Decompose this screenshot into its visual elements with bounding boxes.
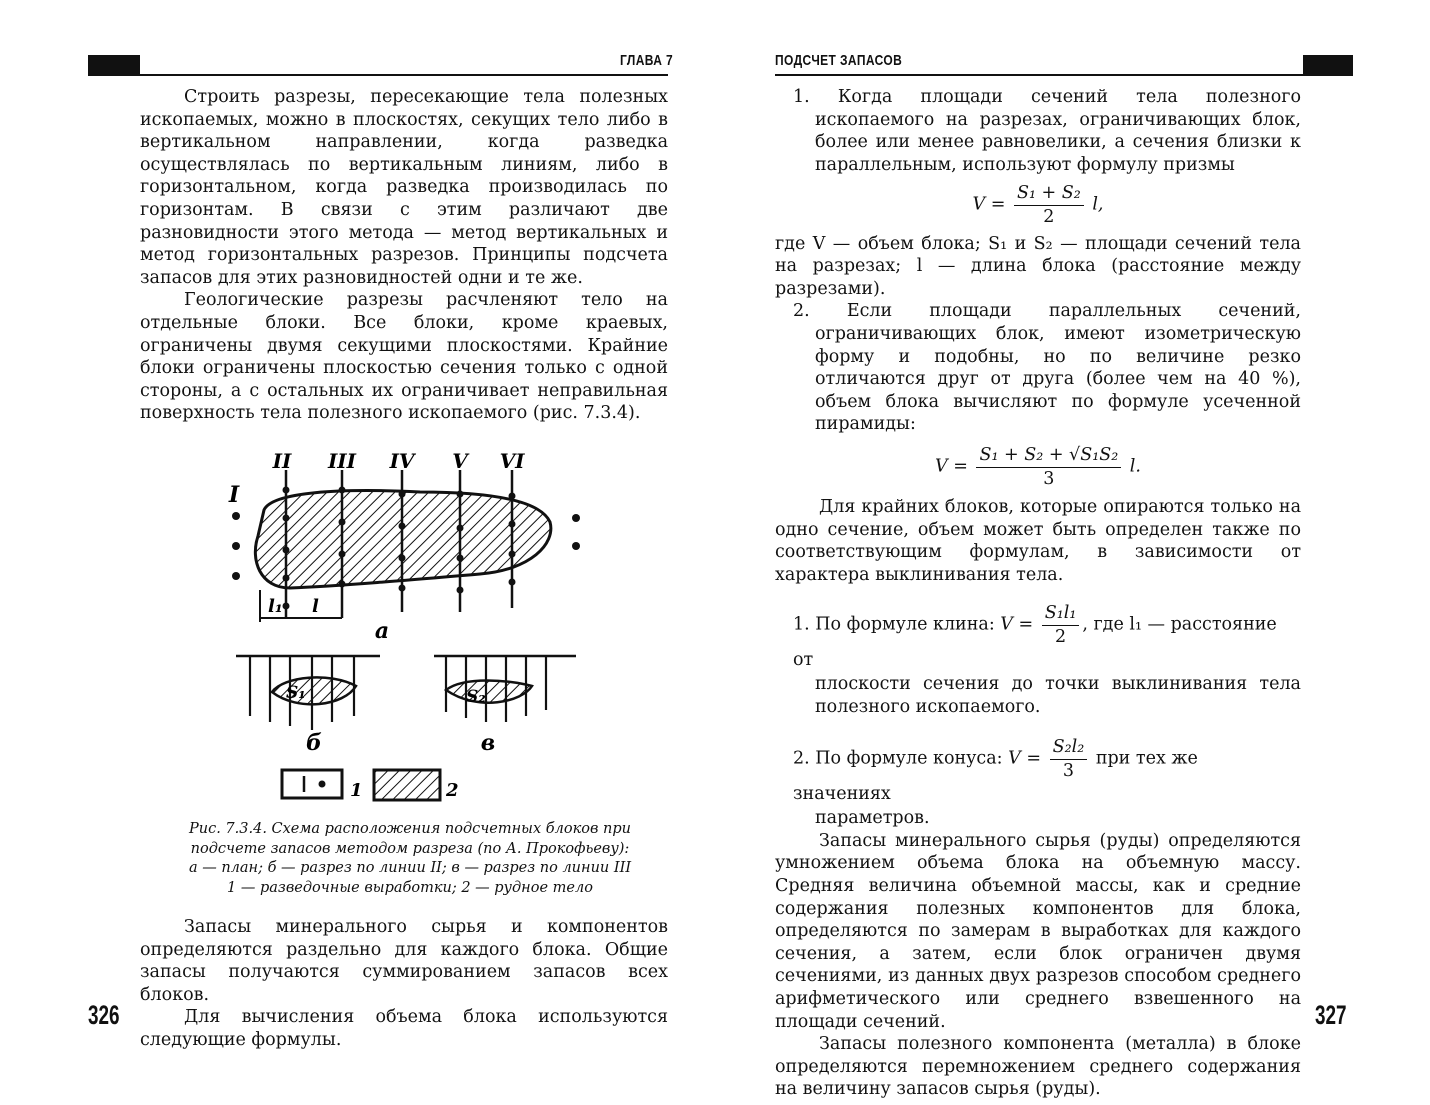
- wedge-prefix: 1. По формуле клина:: [793, 615, 995, 636]
- header-bar: [88, 55, 140, 75]
- fraction-denominator: 3: [1062, 761, 1074, 782]
- page-number-left: 326: [88, 1000, 120, 1030]
- cone-prefix: 2. По формуле конуса:: [793, 749, 1003, 770]
- page-number-right: 327: [1315, 1000, 1347, 1030]
- list-number: 1.: [793, 87, 810, 107]
- fraction: [1042, 602, 1080, 648]
- fraction-numerator: S₁l₁: [1042, 602, 1080, 626]
- paragraph: Для крайних блоков, которые опираются только на одно сечение, объем может быть определен также по соответствующим формулам, в зависимости от характера выклинивания тела.: [775, 497, 1301, 585]
- fraction-numerator: S₂l₂: [1050, 736, 1088, 760]
- label-s1: S₁: [286, 683, 306, 703]
- paragraph: Запасы минерального сырья (руды) определяются умножением объема блока на объемную массу. Средняя величина объемной массы, как и средние содержания полезных компонентов для блока, определяются по замерам в выработках для каждого сечения, а затем, если блок ограничен двумя сечениями, из данных двух разрезов способом среднего арифметического или среднего взвешенного на площади сечений.: [775, 830, 1301, 1032]
- paragraph: Геологические разрезы расчленяют тело на отдельные блоки. Все блоки, кроме краевых, ограничены двумя секущими плоскостями. Крайние блоки ограничены плоскостью сечения только с одной стороны, а с остальных их ограничивает неправильная поверхность тела полезного ископаемого (рис. 7.3.4).: [140, 290, 668, 424]
- caption-line: подсчете запасов методом разреза (по А. Прокофьеву):: [190, 840, 630, 857]
- list-item-1: [775, 86, 1301, 176]
- paragraph: Для вычисления объема блока используются следующие формулы.: [140, 1007, 668, 1050]
- formula-tail: l,: [1092, 194, 1104, 215]
- formula-prism: [775, 182, 1301, 228]
- right-text: [775, 86, 1301, 1101]
- wedge-formula-item: [775, 602, 1301, 671]
- running-header-right: ПОДСЧЕТ ЗАПАСОВ: [775, 52, 903, 69]
- label-a: а: [374, 618, 390, 644]
- wedge-suffix: , где l₁ — расстояние от: [793, 615, 1277, 670]
- line-label: VI: [499, 449, 525, 473]
- list-number: 2.: [793, 301, 810, 322]
- legend-label-2: 2: [446, 780, 459, 801]
- formula-lhs: V =: [935, 456, 968, 477]
- formula-lhs: V =: [1008, 749, 1042, 770]
- line-label: V: [452, 449, 468, 473]
- header-rule: [775, 74, 1353, 76]
- left-text-bottom: [140, 916, 668, 1052]
- fraction: [1050, 736, 1088, 782]
- label-s2: S₂: [466, 687, 486, 707]
- wedge-continuation: плоскости сечения до точки выклинивания тела полезного ископаемого.: [815, 674, 1301, 717]
- formula-lhs: V =: [1000, 615, 1034, 636]
- running-header-left: ГЛАВА 7: [620, 52, 674, 69]
- row-label: I: [228, 482, 240, 508]
- fraction-numerator: S₁ + S₂ + √S₁S₂: [976, 444, 1121, 468]
- caption-line: а — план; б — разрез по линии II; в — разрез по линии III: [188, 860, 632, 876]
- left-text-top: [140, 86, 668, 425]
- dim-l1: l₁: [268, 596, 283, 617]
- line-label: III: [327, 449, 357, 473]
- figure-caption: [150, 820, 670, 898]
- header-rule: [88, 74, 668, 76]
- cone-suffix: при тех же значениях: [793, 749, 1198, 804]
- formula-tail: l.: [1129, 456, 1141, 477]
- fraction-denominator: 2: [1054, 627, 1067, 648]
- paragraph: Запасы минерального сырья и компонентов определяются раздельно для каждого блока. Общие запасы получаются суммированием запасов всех блоков.: [140, 917, 668, 1005]
- formula-frustum: [775, 444, 1301, 490]
- cone-continuation: параметров.: [815, 808, 930, 829]
- line-label: II: [272, 449, 292, 473]
- fraction-denominator: 3: [1043, 468, 1055, 489]
- fraction: [976, 444, 1121, 490]
- dim-l: l: [312, 596, 319, 617]
- where-paragraph: где V — объем блока; S₁ и S₂ — площади сечений тела на разрезах; l — длина блока (расстояние между разрезами).: [775, 233, 1301, 299]
- fraction-denominator: 2: [1043, 206, 1055, 227]
- legend-label-1: 1: [350, 780, 363, 801]
- line-label: IV: [389, 449, 415, 473]
- paragraph: Запасы полезного компонента (металла) в блоке определяются перемножением среднего содержания на величину запасов сырья (руды).: [775, 1034, 1301, 1100]
- label-b: б: [306, 730, 322, 756]
- right-page: [715, 0, 1430, 1105]
- header-bar: [1303, 55, 1353, 75]
- paragraph: Строить разрезы, пересекающие тела полезных ископаемых, можно в плоскостях, секущих тело либо в вертикальном направлении, когда разведка осуществлялась по вертикальным линиям, либо в горизонтальном, когда разведка производилась по горизонтам. В связи с этим различают две разновидности этого метода — метод вертикальных и метод горизонтальных разрезов. Принципы подсчета запасов для этих разновидностей одни и те же.: [140, 87, 668, 288]
- label-v: в: [480, 730, 496, 756]
- legend-symbol-1: [282, 770, 342, 798]
- cone-formula-item: [775, 736, 1301, 805]
- list-item-2: [775, 300, 1301, 436]
- caption-line: 1 — разведочные выработки; 2 — рудное тело: [227, 879, 593, 896]
- formula-lhs: V =: [972, 194, 1006, 215]
- figure-7-3-4: [220, 440, 600, 810]
- list-text: Если площади параллельных сечений, ограничивающих блок, имеют изометрическую форму и подобны, но по величине резко отличаются друг от друга (более чем на 40 %), объем блока вычисляют по формуле усеченной пирамиды:: [815, 301, 1301, 435]
- legend-symbol-2: [374, 770, 440, 800]
- caption-line: Рис. 7.3.4. Схема расположения подсчетных блоков при: [188, 821, 631, 837]
- fraction-numerator: S₁ + S₂: [1014, 182, 1084, 206]
- list-text: Когда площади сечений тела полезного ископаемого на разрезах, ограничивающих блок, более или менее равновелики, а сечения близки к параллельным, используют формулу призмы: [815, 87, 1301, 175]
- fraction: [1014, 182, 1084, 228]
